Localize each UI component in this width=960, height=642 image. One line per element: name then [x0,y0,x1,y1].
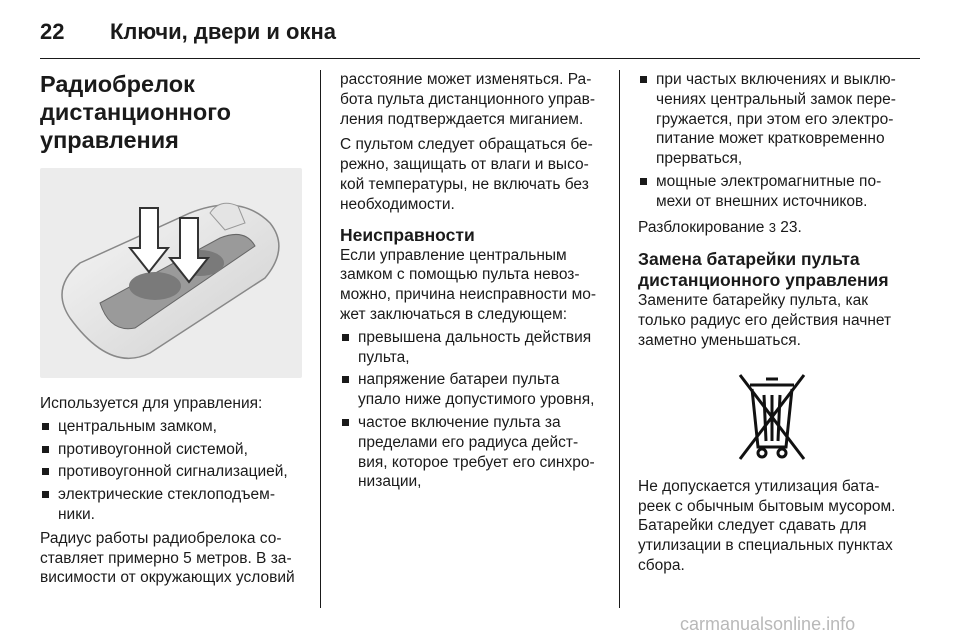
list-item: при частых включениях и выключениях центральный замок перегружается, при этом его электропитание может кратковременно прерваться, [638,70,906,169]
faults-list [340,328,602,492]
list-item: противоугонной системой, [40,440,302,460]
reference-text: Разблокирование [638,218,765,236]
list-item: превышена дальность действия пульта, [340,328,602,368]
header-rule [40,58,920,59]
list-item: частое включение пульта за пределами его радиуса действия, которое требует его синхронизации, [340,413,602,492]
reference-page: 23. [780,218,802,236]
care-paragraph: С пультом следует обращаться бережно, защищать от влаги и высокой температуры, не включать без необходимости. [340,136,593,213]
range-paragraph-continued: расстояние может изменяться. Работа пульта дистанционного управления подтверждается миганием. [340,71,596,128]
faults-paragraph: Если управление центральным замком с помощью пульта невозможно, причина неисправности может заключаться в следующем: [340,246,597,323]
usage-intro: Используется для управления: [40,395,263,412]
range-paragraph: Радиус работы радиобрелока составляет примерно 5 метров. В зависимости от окружающих условий [40,529,295,587]
column-divider-1 [320,70,321,608]
cross-reference [638,218,906,238]
reference-arrow-icon: 3 [768,219,776,235]
column-3 [638,70,906,576]
battery-replacement-heading: Замена батарейки пульта дистанционного управления [638,249,889,291]
key-fob-illustration [40,168,302,378]
list-item: центральным замком, [40,417,302,437]
battery-paragraph: Замените батарейку пульта, как только радиус его действия начнет заметно уменьшаться. [638,292,892,349]
remote-control-heading: Радиобрелок дистанционного управления [40,71,232,153]
page-header [40,14,336,50]
watermark: carmanualsonline.info [680,614,856,634]
faults-heading: Неисправности [340,224,475,245]
list-item: напряжение батареи пульта упало ниже допустимого уровня, [340,370,602,410]
column-1 [40,70,302,588]
list-item: электрические стеклоподъемники. [40,485,302,525]
section-title: Ключи, двери и окна [110,19,336,44]
usage-list [40,417,302,525]
list-item: противоугонной сигнализацией, [40,462,302,482]
faults-list-continued [638,70,906,212]
disposal-paragraph: Не допускается утилизация батареек с обычным бытовым мусором. Батарейки следует сдавать для утилизации в специальных пунктах сбора. [638,477,896,574]
list-item: мощные электромагнитные помехи от внешних источников. [638,172,906,212]
column-divider-2 [619,70,620,608]
crossed-out-bin-icon [722,365,822,465]
column-2 [340,70,602,492]
page-number: 22 [40,19,65,44]
